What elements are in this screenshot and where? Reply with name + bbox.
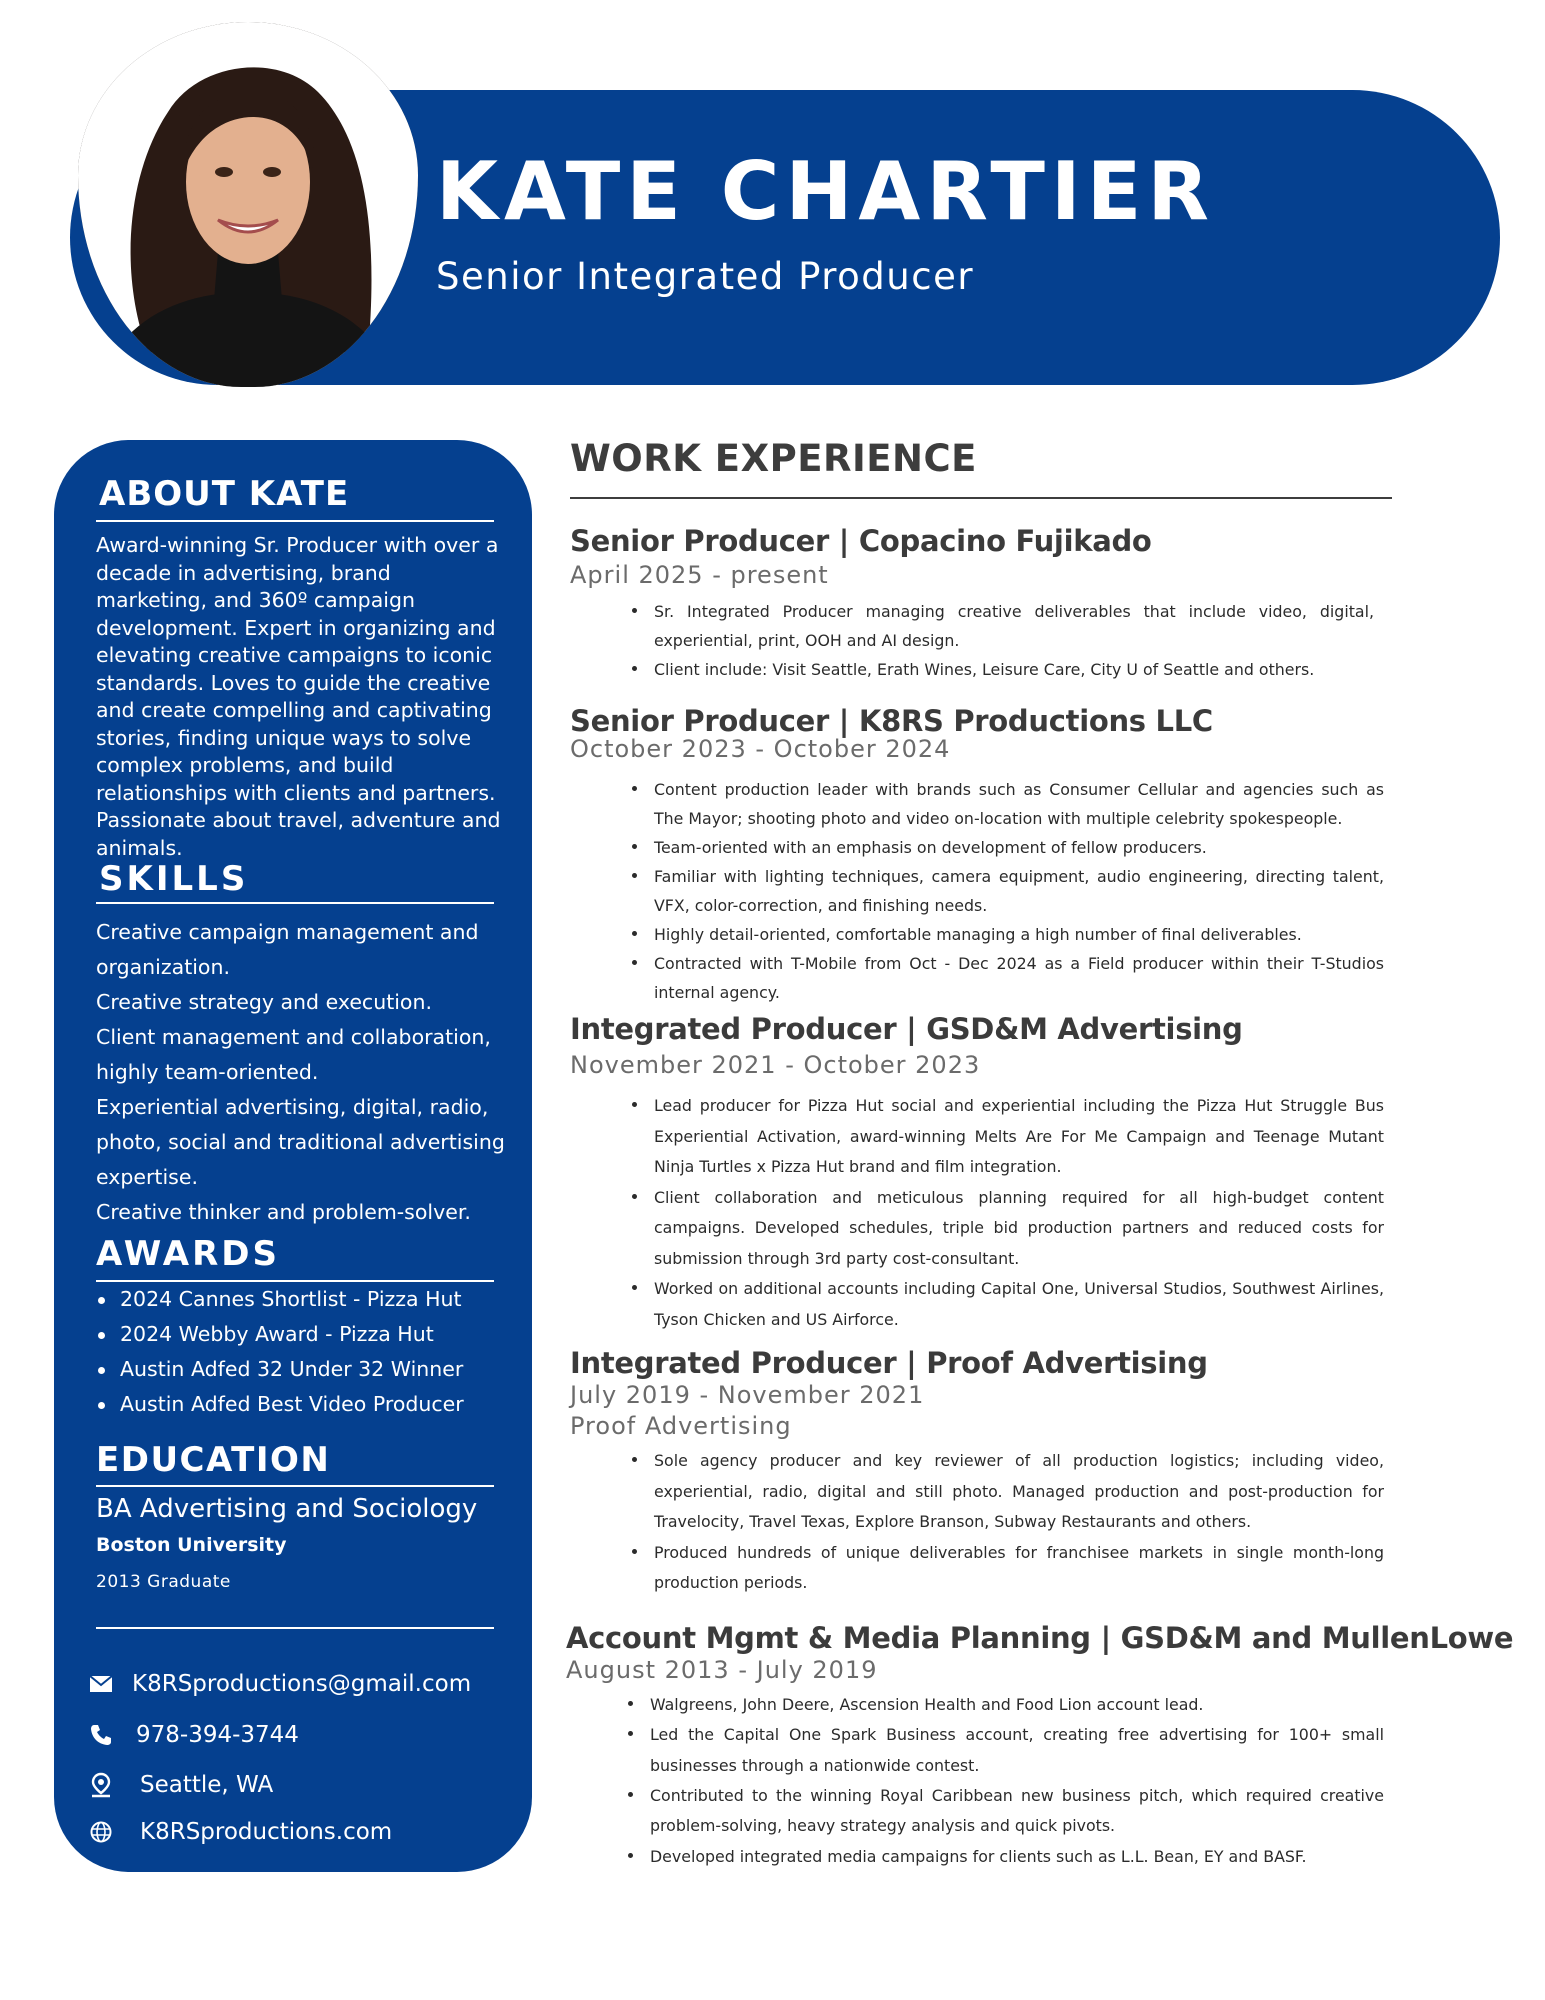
skills-divider (96, 902, 494, 904)
sidebar (54, 440, 532, 1872)
job-bullets (570, 1091, 1384, 1335)
job-entry (570, 1348, 1446, 1599)
candidate-name: KATE CHARTIER (436, 145, 1215, 238)
job-bullets (570, 597, 1374, 684)
job-title: Senior Producer | K8RS Productions LLC (570, 704, 1213, 738)
skill-item: Experiential advertising, digital, radio, photo, social and traditional advertising expertise. (96, 1095, 505, 1189)
job-bullets (570, 1446, 1384, 1599)
awards-heading: AWARDS (96, 1234, 280, 1274)
work-experience-divider (570, 497, 1392, 499)
skill-item: Client management and collaboration, highly team-oriented. (96, 1025, 491, 1084)
contact-phone[interactable] (84, 1718, 299, 1752)
bullet-item: Client collaboration and meticulous planning required for all high-budget content campaigns. Developed schedules, triple bid production partners and reduced costs for submission through 3rd party cost-consultant. (654, 1183, 1384, 1275)
job-entry (570, 1014, 1446, 1335)
job-title: Integrated Producer | Proof Advertising (570, 1346, 1208, 1380)
candidate-role: Senior Integrated Producer (436, 255, 975, 298)
bullet-item: Worked on additional accounts including Capital One, Universal Studios, Southwest Airlines, Tyson Chicken and US Airforce. (654, 1274, 1384, 1335)
bullet-item: Developed integrated media campaigns for clients such as L.L. Bean, EY and BASF. (650, 1842, 1384, 1872)
contact-website[interactable] (84, 1815, 392, 1849)
job-bullets (566, 1690, 1384, 1872)
work-experience-heading: WORK EXPERIENCE (570, 437, 977, 480)
skills-heading: SKILLS (99, 859, 249, 899)
education-divider (96, 1485, 494, 1487)
education-heading: EDUCATION (96, 1440, 331, 1480)
award-item: Austin Adfed Best Video Producer (96, 1387, 506, 1422)
contact-location[interactable] (84, 1768, 273, 1802)
job-entry (570, 706, 1446, 1007)
job-dates: November 2021 - October 2023 (570, 1050, 981, 1079)
envelope-icon (84, 1670, 118, 1698)
phone-text: 978-394-3744 (136, 1722, 299, 1748)
bullet-item: Sole agency producer and key reviewer of all production logistics; including video, experiential, radio, digital and still photo. Managed production and post-production for Travelocity, Travel Texas, Explore Branson, Subway Restaurants and others. (654, 1446, 1384, 1538)
globe-icon (84, 1818, 118, 1846)
job-entry (566, 1621, 1514, 1872)
location-text: Seattle, WA (140, 1772, 274, 1798)
bullet-item: Content production leader with brands such as Consumer Cellular and agencies such as The Mayor; shooting photo and video on-location with multiple celebrity spokespeople. (654, 775, 1384, 833)
skills-list (96, 915, 506, 1230)
about-divider (96, 520, 494, 522)
job-dates: October 2023 - October 2024 (570, 734, 951, 763)
contact-email[interactable] (84, 1667, 471, 1701)
job-dates: July 2019 - November 2021 (570, 1380, 925, 1409)
website-text: K8RSproductions.com (140, 1819, 393, 1845)
job-title: Senior Producer | Copacino Fujikado (570, 524, 1152, 558)
about-text: Award-winning Sr. Producer with over a decade in advertising, brand marketing, and 360º campaign development. Expert in organizing and elevating creative campaigns to iconic standards. Loves to guide the creative and create compelling and captivating stories, finding unique ways to solve complex problems, and build relationships with clients and partners. Passionate about travel, adventure and animals. (96, 533, 501, 860)
awards-list (96, 1282, 506, 1422)
school: Boston University (96, 1534, 287, 1556)
job-bullets (570, 775, 1384, 1007)
job-company: Proof Advertising (570, 1412, 792, 1441)
bullet-item: Client include: Visit Seattle, Erath Wines, Leisure Care, City U of Seattle and others. (654, 655, 1374, 684)
graduation-year: 2013 Graduate (96, 1572, 231, 1592)
about-heading: ABOUT KATE (99, 474, 350, 514)
bullet-item: Contracted with T-Mobile from Oct - Dec 2024 as a Field producer within their T-Studios internal agency. (654, 949, 1384, 1007)
award-item: 2024 Webby Award - Pizza Hut (96, 1317, 506, 1352)
bullet-item: Familiar with lighting techniques, camera equipment, audio engineering, directing talent, VFX, color-correction, and finishing needs. (654, 862, 1384, 920)
job-title: Integrated Producer | GSD&M Advertising (570, 1012, 1243, 1046)
job-title: Account Mgmt & Media Planning | GSD&M and MullenLowe (566, 1621, 1514, 1655)
award-item: Austin Adfed 32 Under 32 Winner (96, 1352, 506, 1387)
bullet-item: Contributed to the winning Royal Caribbean new business pitch, which required creative problem-solving, heavy strategy analysis and quick pivots. (650, 1781, 1384, 1842)
job-entry (570, 526, 1446, 684)
skill-item: Creative strategy and execution. (96, 990, 432, 1014)
skill-item: Creative thinker and problem-solver. (96, 1200, 471, 1224)
award-item: 2024 Cannes Shortlist - Pizza Hut (96, 1282, 506, 1317)
job-dates: April 2025 - present (570, 560, 829, 589)
bullet-item: Highly detail-oriented, comfortable managing a high number of final deliverables. (654, 920, 1384, 949)
bullet-item: Sr. Integrated Producer managing creative deliverables that include video, digital, experiential, print, OOH and AI design. (654, 597, 1374, 655)
job-dates: August 2013 - July 2019 (566, 1655, 878, 1684)
location-pin-icon (84, 1771, 118, 1799)
contact-divider (96, 1627, 494, 1629)
bullet-item: Led the Capital One Spark Business account, creating free advertising for 100+ small businesses through a nationwide contest. (650, 1720, 1384, 1781)
bullet-item: Team-oriented with an emphasis on development of fellow producers. (654, 833, 1384, 862)
bullet-item: Walgreens, John Deere, Ascension Health and Food Lion account lead. (650, 1690, 1384, 1720)
bullet-item: Lead producer for Pizza Hut social and experiential including the Pizza Hut Struggle Bus Experiential Activation, award-winning Melts Are For Me Campaign and Teenage Mutant Ninja Turtles x Pizza Hut brand and film integration. (654, 1091, 1384, 1183)
degree: BA Advertising and Sociology (96, 1494, 478, 1524)
bullet-item: Produced hundreds of unique deliverables for franchisee markets in single month-long production periods. (654, 1538, 1384, 1599)
skill-item: Creative campaign management and organization. (96, 920, 479, 979)
email-text: K8RSproductions@gmail.com (132, 1671, 472, 1697)
phone-icon (84, 1721, 118, 1749)
